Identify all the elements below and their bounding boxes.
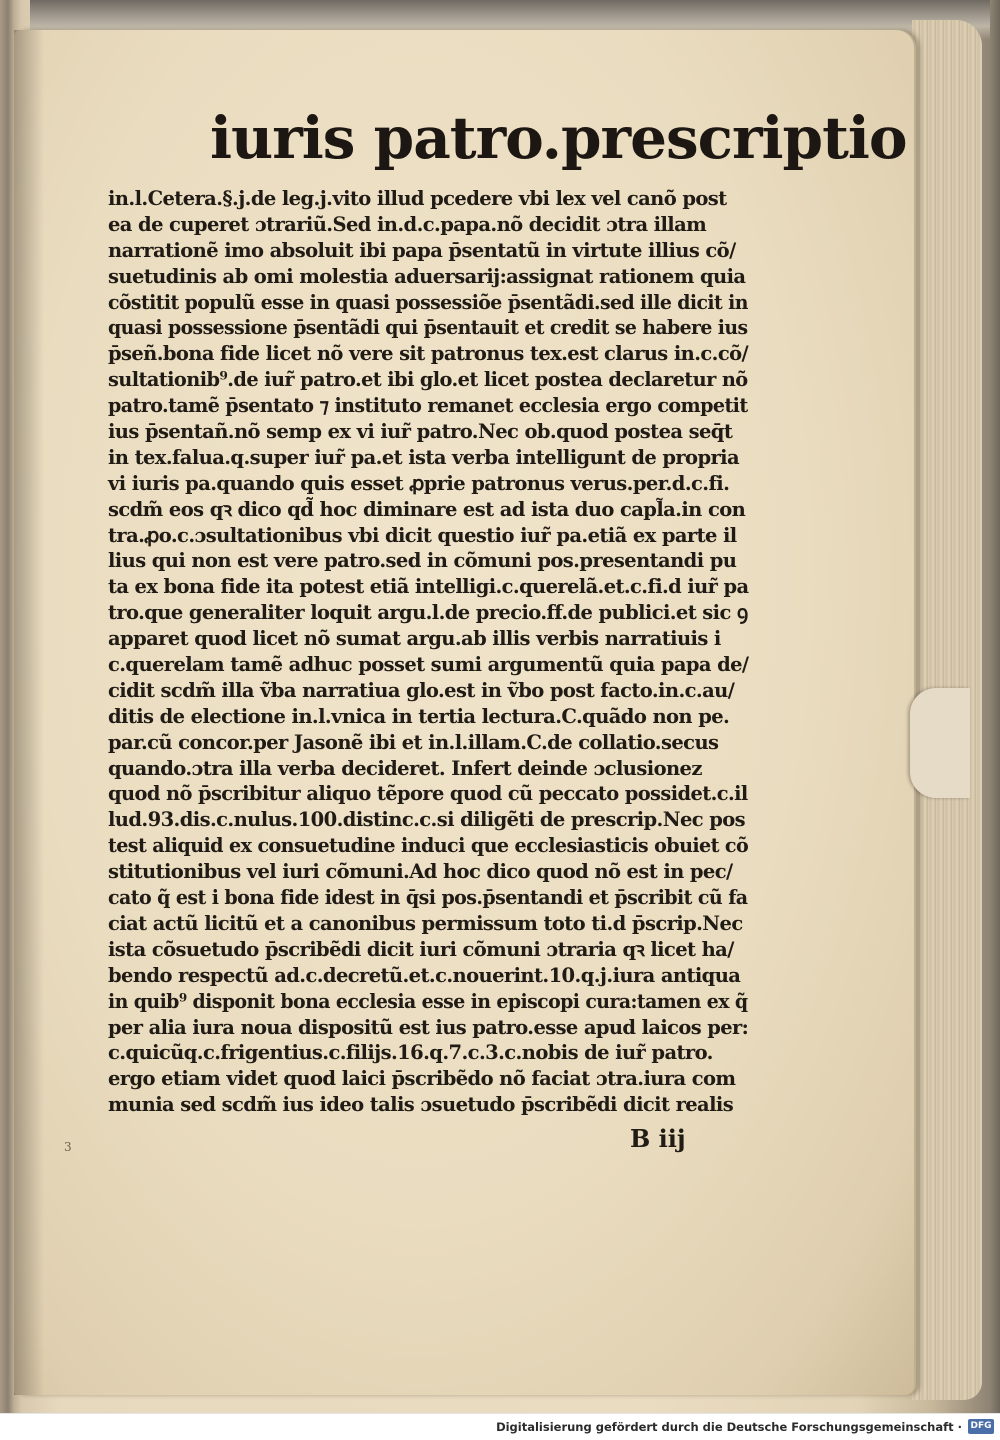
text-line: stitutionibus vel iuri cõmuni.Ad hoc dico quod nõ est in pec/ (108, 860, 733, 884)
text-line: tro.que generaliter loquit argu.l.de precio.ff.de publici.et sic ꝯ (108, 601, 748, 625)
text-line: ea de cuperet ɔtrariũ.Sed in.d.c.papa.nõ decidit ɔtra illam (108, 212, 707, 236)
text-line: cato q̃ est i bona fide idest in q̄si pos.p̄sentandi et p̄scribit cũ fa (108, 886, 748, 910)
text-line: sultationib⁹.de iur̃ patro.et ibi glo.et licet postea declaretur nõ (108, 368, 748, 392)
text-line: lud.93.dis.c.nulus.100.distinc.c.si diligẽti de prescrip.Nec pos (108, 808, 746, 832)
text-line: cidit scdm̃ illa ṽba narratiua glo.est in ṽbo post facto.in.c.au/ (108, 678, 735, 702)
text-line: cõstitit populũ esse in quasi possessiõe p̄sentãdi.sed ille dicit in (108, 290, 748, 314)
text-line: tra.ꝓo.c.ɔsultationibus vbi dicit questio iur̃ pa.etiã ex parte il (108, 523, 737, 547)
text-line: in tex.falua.q.super iur̃ pa.et ista verba intelligunt de propria (108, 445, 740, 469)
text-line: apparet quod licet nõ sumat argu.ab illis verbis narratiuis i (108, 627, 721, 651)
text-line: ditis de electione in.l.vnica in tertia lectura.C.quãdo non pe. (108, 704, 730, 728)
text-line: ciat actũ licitũ et a canonibus permissum toto ti.d p̄scrip.Nec (108, 911, 743, 935)
page-body-text (108, 186, 748, 1118)
text-line: c.quicũq.c.frigentius.c.filijs.16.q.7.c.3.c.nobis de iur̃ patro. (108, 1041, 713, 1065)
text-line: per alia iura noua dispositũ est ius patro.esse apud laicos per: (108, 1015, 749, 1039)
text-line: patro.tamẽ p̄sentato ⁊ instituto remanet ecclesia ergo competit (108, 394, 748, 418)
text-line: quasi possessione p̄sentãdi qui p̄sentauit et credit se habere ius (108, 316, 748, 340)
text-line: quod nõ p̄scribitur aliquo tẽpore quod cũ peccato possidet.c.il (108, 782, 748, 806)
text-line: ergo etiam videt quod laici p̄scribẽdo nõ faciat ɔtra.iura com (108, 1067, 736, 1091)
text-line: quando.ɔtra illa verba decideret. Infert deinde ɔclusionez (108, 756, 702, 780)
signature-mark: B iij (630, 1124, 686, 1153)
text-line: narrationẽ imo absoluit ibi papa p̄sentatũ in virtute illius cõ/ (108, 238, 736, 262)
text-line: munia sed scdm̃ ius ideo talis ɔsuetudo p̄scribẽdi dicit realis (108, 1093, 734, 1117)
text-line: scdm̃ eos qꝛ dico qd̃ hoc diminare est ad ista duo capl̃a.in con (108, 497, 746, 521)
text-line: test aliquid ex consuetudine induci que ecclesiasticis obuiet cõ (108, 834, 749, 858)
text-line: par.cũ concor.per Jasonẽ ibi et in.l.illam.C.de collatio.secus (108, 730, 719, 754)
text-line: c.querelam tamẽ adhuc posset sumi argumentũ quia papa de/ (108, 653, 749, 677)
text-line: in.l.Cetera.§.j.de leg.j.vito illud pcedere vbi lex vel canõ post (108, 187, 727, 210)
running-title: iuris patro.prescriptio (210, 104, 907, 172)
text-line: lius qui non est vere patro.sed in cõmuni pos.presentandi pu (108, 549, 737, 573)
margin-note: 3 (64, 1140, 72, 1154)
text-line: suetudinis ab omi molestia aduersarij:assignat rationem quia (108, 264, 746, 288)
text-line: ta ex bona fide ita potest etiã intelligi.c.querelã.et.c.fi.d iur̃ pa (108, 575, 749, 599)
page-gutter-shadow (14, 30, 44, 1395)
text-line: vi iuris pa.quando quis esset ꝓprie patronus verus.per.d.c.fi. (108, 471, 730, 495)
footer-bar (0, 1413, 1000, 1440)
text-line: bendo respectũ ad.c.decretũ.et.c.nouerint.10.q.j.iura antiqua (108, 963, 741, 987)
text-line: p̄señ.bona fide licet nõ vere sit patronus tex.est clarus in.c.cõ/ (108, 342, 748, 366)
text-line: ius p̄sentañ.nõ semp ex vi iur̃ patro.Nec ob.quod postea seq̄t (108, 420, 733, 444)
page-tab-marker (910, 688, 970, 798)
text-line: ista cõsuetudo p̄scribẽdi dicit iuri cõmuni ɔtraria qꝛ licet ha/ (108, 937, 734, 961)
funding-credit: Digitalisierung gefördert durch die Deutsche Forschungsgemeinschaft · (496, 1420, 962, 1434)
dfg-logo-icon: DFG (968, 1419, 994, 1434)
text-line: in quib⁹ disponit bona ecclesia esse in episcopi cura:tamen ex q̃ (108, 989, 748, 1013)
